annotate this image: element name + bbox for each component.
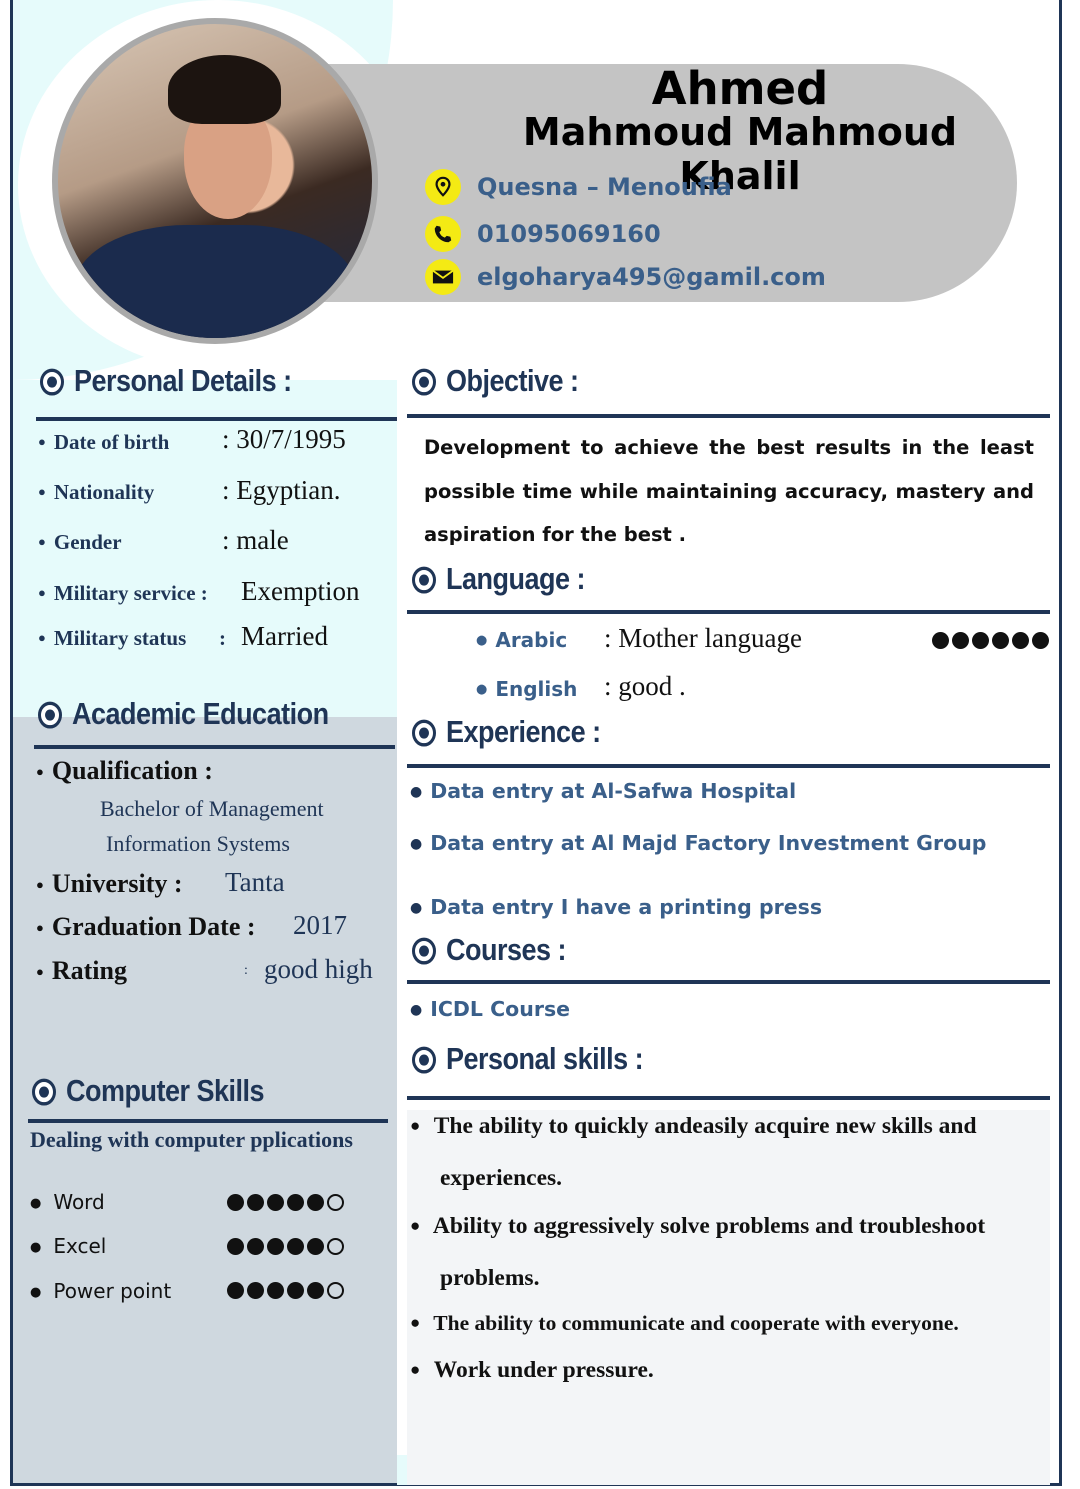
pd-row-dob (38, 430, 169, 455)
contact-location (425, 167, 732, 207)
rating-colon: : (244, 963, 248, 978)
rating-dot-filled (267, 1238, 284, 1255)
university-label: ● University : (36, 869, 183, 899)
email-text[interactable]: elgoharya495@gamil.com (477, 263, 826, 291)
language-english: ● English (476, 677, 577, 701)
experience-rule (407, 764, 1050, 768)
pd-colon-military-status: : (219, 626, 226, 650)
rating-dot-empty (327, 1282, 344, 1299)
skill-word-rating (227, 1194, 344, 1211)
personal-skill-item (410, 1201, 1040, 1303)
skill-powerpoint: ● Power point (30, 1279, 171, 1303)
personal-details-heading (40, 364, 292, 399)
section-bullet-icon (40, 368, 64, 395)
section-bullet-icon (38, 701, 62, 728)
education-heading (38, 697, 329, 732)
graduation-label: ● Graduation Date : (36, 912, 256, 942)
courses-heading (412, 933, 566, 968)
rating-dot-filled (287, 1194, 304, 1211)
envelope-icon (425, 259, 461, 295)
pd-value-gender: : male (222, 525, 289, 555)
qualification-line1: Bachelor of Management (100, 796, 324, 821)
university-value: Tanta (225, 867, 285, 897)
experience-heading (412, 715, 601, 750)
name-last: Mahmoud Mahmoud Khalil (522, 110, 958, 198)
pd-row-military-service (38, 581, 208, 606)
pd-label-gender: ● Gender (38, 530, 122, 555)
language-arabic-rating (932, 632, 1049, 649)
computer-skills-heading (32, 1074, 264, 1109)
section-bullet-icon (32, 1078, 56, 1105)
rating-dot-filled (227, 1194, 244, 1211)
graduation-value: 2017 (293, 910, 347, 940)
contact-email (425, 257, 826, 297)
personal-skill-line: The ability to quickly andeasily acquire new skills and (433, 1113, 977, 1139)
name-first: Ahmed (651, 62, 829, 115)
rating-dot-filled (247, 1238, 264, 1255)
course-item: ● ICDL Course (410, 997, 570, 1021)
phone-icon (425, 216, 461, 252)
phone-text[interactable]: 01095069160 (477, 220, 661, 248)
language-english-level: : good . (604, 671, 686, 701)
rating-dot-filled (1012, 632, 1029, 649)
computer-skills-title: Computer Skills (66, 1074, 265, 1108)
rating-dot-filled (307, 1194, 324, 1211)
language-title: Language : (446, 562, 586, 596)
profile-photo (52, 18, 378, 344)
courses-rule (407, 980, 1050, 984)
personal-skill-line: experiences. (440, 1165, 563, 1191)
divider-strip (397, 1455, 407, 1485)
pd-row-nationality (38, 480, 154, 505)
section-bullet-icon (412, 937, 436, 964)
skill-powerpoint-rating (227, 1282, 344, 1299)
personal-skills-heading (412, 1042, 643, 1077)
qualification-label: ● Qualification : (36, 756, 213, 786)
computer-skills-rule (28, 1119, 388, 1123)
location-text: Quesna – Menoufia (477, 173, 732, 201)
pd-label-dob: ● Date of birth (38, 430, 169, 455)
rating-dot-filled (952, 632, 969, 649)
pd-label-military-service: ● Military service : (38, 581, 208, 606)
rating-dot-empty (327, 1194, 344, 1211)
contact-phone (425, 214, 661, 254)
pd-row-military-status (38, 626, 186, 651)
qualification-line2: Information Systems (106, 831, 290, 856)
pd-value-nationality: : Egyptian. (222, 475, 341, 505)
language-heading (412, 562, 585, 597)
rating-dot-filled (287, 1282, 304, 1299)
pd-value-dob: : 30/7/1995 (222, 424, 346, 454)
language-rule (407, 610, 1050, 614)
objective-text: Development to achieve the best results in the least possible time while maintaining accuracy, mastery and aspiration for the best . (424, 436, 1034, 546)
personal-skill-item (410, 1101, 1040, 1203)
section-bullet-icon (412, 719, 436, 746)
language-arabic: ● Arabic (476, 628, 567, 652)
location-pin-icon (425, 169, 461, 205)
experience-title: Experience : (446, 715, 601, 749)
section-bullet-icon (412, 1046, 436, 1073)
experience-item: ● Data entry I have a printing press (410, 895, 822, 919)
experience-item: ● Data entry at Al-Safwa Hospital (410, 779, 796, 803)
rating-dot-filled (287, 1238, 304, 1255)
rating-dot-filled (267, 1282, 284, 1299)
language-arabic-level: : Mother language (604, 623, 802, 653)
pd-row-gender (38, 530, 122, 555)
pd-value-military-status: Married (241, 621, 328, 651)
computer-skills-subtitle: Dealing with computer pplications (30, 1127, 353, 1152)
pd-value-military-service: Exemption (241, 576, 360, 606)
personal-skill-line: problems. (440, 1265, 540, 1291)
rating-dot-filled (307, 1282, 324, 1299)
objective-heading (412, 364, 579, 399)
rating-dot-filled (227, 1282, 244, 1299)
rating-label: ● Rating (36, 956, 127, 986)
personal-details-title: Personal Details : (74, 364, 292, 398)
rating-dot-empty (327, 1238, 344, 1255)
courses-title: Courses : (446, 933, 567, 967)
personal-skill-line: The ability to communicate and cooperate with everyone. (433, 1311, 959, 1335)
personal-skills-title: Personal skills : (446, 1042, 644, 1076)
skill-word: ● Word (30, 1190, 105, 1214)
personal-skills-rule (407, 1096, 1050, 1100)
rating-value: good high (264, 954, 373, 984)
rating-dot-filled (932, 632, 949, 649)
rating-dot-filled (247, 1282, 264, 1299)
rating-dot-filled (307, 1238, 324, 1255)
rating-dot-filled (247, 1194, 264, 1211)
rating-dot-filled (227, 1238, 244, 1255)
education-title: Academic Education (72, 697, 329, 731)
personal-skill-line: Ability to aggressively solve problems and troubleshoot (432, 1213, 986, 1239)
section-bullet-icon (412, 566, 436, 593)
education-rule (34, 745, 395, 749)
rating-dot-filled (992, 632, 1009, 649)
personal-skill-item (410, 1345, 1040, 1397)
personal-skill-item (410, 1298, 1040, 1350)
rating-dot-filled (267, 1194, 284, 1211)
personal-details-rule (36, 417, 397, 421)
objective-rule (407, 414, 1050, 418)
experience-item: ● Data entry at Al Majd Factory Investment Group (410, 831, 986, 855)
pd-label-nationality: ● Nationality (38, 480, 154, 505)
pd-label-military-status: ● Military status (38, 626, 186, 651)
skill-excel: ● Excel (30, 1234, 106, 1258)
objective-title: Objective : (446, 364, 579, 398)
section-bullet-icon (412, 368, 436, 395)
personal-skill-line: Work under pressure. (433, 1357, 654, 1383)
rating-dot-filled (1032, 632, 1049, 649)
skill-excel-rating (227, 1238, 344, 1255)
rating-dot-filled (972, 632, 989, 649)
